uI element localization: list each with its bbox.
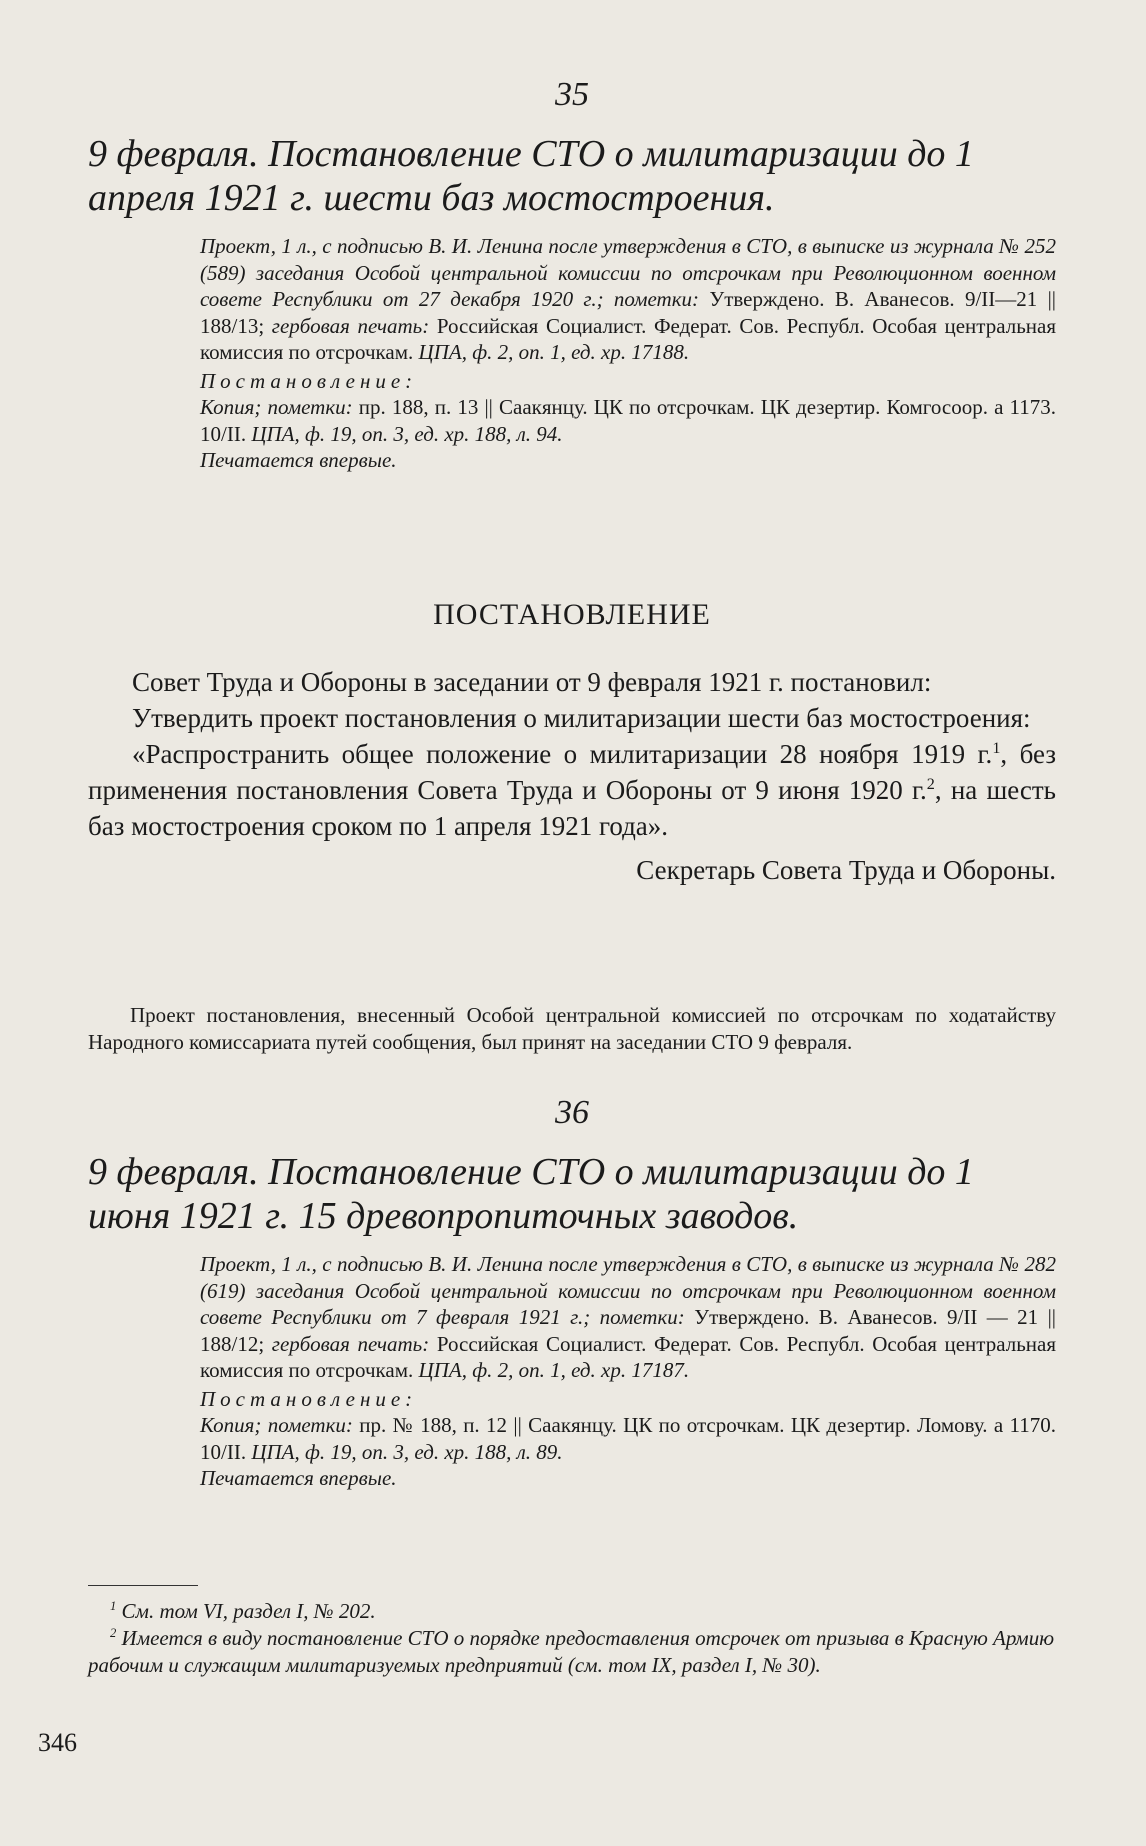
document-heading: 9 февраля. Постановление СТО о милитаризации до 1 апреля 1921 г. шести баз мостостроения. [88,133,974,219]
document-number: 35 [555,76,589,113]
seal-label: гербовая печать: [271,1331,430,1356]
copy-marks: пр. № 188, п. 12 || Саакянцу. ЦК по отсрочкам. ЦК дезертир. Ломову. а 1170. 10/II. [200,1413,1056,1464]
footnote [88,1625,1056,1679]
copy-source [200,394,1056,447]
editorial-note: Проект постановления, внесенный Особой центральной комиссией по отсрочкам по ходатайству Народного комиссариата путей сообщения, был принят на заседании СТО 9 февраля. [88,1003,1056,1054]
resolution-label: Постановление: [200,1386,418,1411]
paragraph: Совет Труда и Обороны в заседании от 9 февраля 1921 г. постановил: [132,667,932,697]
quote-text: , без применения постановления Совета Труда и Обороны от 9 июня 1920 г. [88,739,1056,805]
footnote-ref[interactable]: 1 [992,739,1001,757]
footnote-text: Имеется в виду постановление СТО о порядке предоставления отсрочек от призыва в Красную Армию рабочим и служащим милитаризуемых предприятий (см. том IX, раздел I, № 30). [88,1626,1055,1677]
archive-ref: ЦПА, ф. 2, оп. 1, ед. хр. 17188. [418,340,690,364]
resolution-body [88,664,1056,888]
copy-archive-ref: ЦПА, ф. 19, оп. 3, ед. хр. 188, л. 94. [251,421,563,446]
page-number: 346 [38,1728,77,1757]
footnote-mark: 1 [110,1599,117,1613]
document-heading: 9 февраля. Постановление СТО о милитаризации до 1 июня 1921 г. 15 древопропиточных заводов. [88,1151,974,1237]
printed-note: Печатается впервые. [200,1466,397,1490]
project-source-text: Проект, 1 л., с подписью В. И. Ленина после утверждения в СТО, в выписке из журнала № 252 (589) заседания Особой центральной комиссии по отсрочкам при Революционном военном совете Республики от 27 декабря 1920 г.; пометки: [200,234,1056,311]
resolution-label: Постановление: [200,368,418,393]
paragraph: Утвердить проект постановления о милитаризации шести баз мостостроения: [132,703,1031,733]
quote-paragraph [88,736,1056,844]
project-source [200,233,1056,366]
footnote-ref[interactable]: 2 [926,775,935,793]
copy-source [200,1412,1056,1465]
seal-text: Российская Социалист. Федерат. Сов. Республ. Особая центральная комиссия по отсрочкам. [200,1331,1056,1382]
project-source-text: Проект, 1 л., с подписью В. И. Ленина после утверждения в СТО, в выписке из журнала № 282 (619) заседания Особой центральной комиссии по отсрочкам при Революционном военном совете Республики от 7 февраля 1921 г.; пометки: [200,1252,1056,1329]
project-marks: Утверждено. В. Аванесов. 9/II—21 || 188/13; [200,287,1056,338]
footnote-text: См. том VI, раздел I, № 202. [116,1599,376,1623]
archive-description [200,233,1056,474]
footnote-divider [88,1585,198,1586]
seal-label: гербовая печать: [271,313,430,338]
copy-label: Копия; пометки: [200,395,353,419]
copy-marks: пр. 188, п. 13 || Саакянцу. ЦК по отсрочкам. ЦК дезертир. Комгосоор. а 1173. 10/II. [200,395,1057,446]
document-number: 36 [555,1094,589,1131]
quote-text: , на шесть баз мостостроения сроком по 1 апреля 1921 года». [88,775,1056,841]
copy-label: Копия; пометки: [200,1413,353,1437]
project-source [200,1251,1056,1384]
seal-text: Российская Социалист. Федерат. Сов. Республ. Особая центральная комиссия по отсрочкам. [200,313,1056,364]
project-marks: Утверждено. В. Аванесов. 9/II — 21 || 188/12; [200,1305,1056,1356]
signature: Секретарь Совета Труда и Обороны. [636,855,1056,885]
copy-archive-ref: ЦПА, ф. 19, оп. 3, ед. хр. 188, л. 89. [251,1439,563,1464]
archive-ref: ЦПА, ф. 2, оп. 1, ед. хр. 17187. [418,1358,690,1382]
resolution-title: ПОСТАНОВЛЕНИЕ [433,598,711,631]
footnote [88,1598,1056,1625]
printed-note: Печатается впервые. [200,448,397,472]
quote-text: «Распространить общее положение о милитаризации 28 ноября 1919 г. [132,739,993,769]
footnote-mark: 2 [110,1626,117,1640]
archive-description [200,1251,1056,1492]
footnotes [88,1598,1056,1679]
